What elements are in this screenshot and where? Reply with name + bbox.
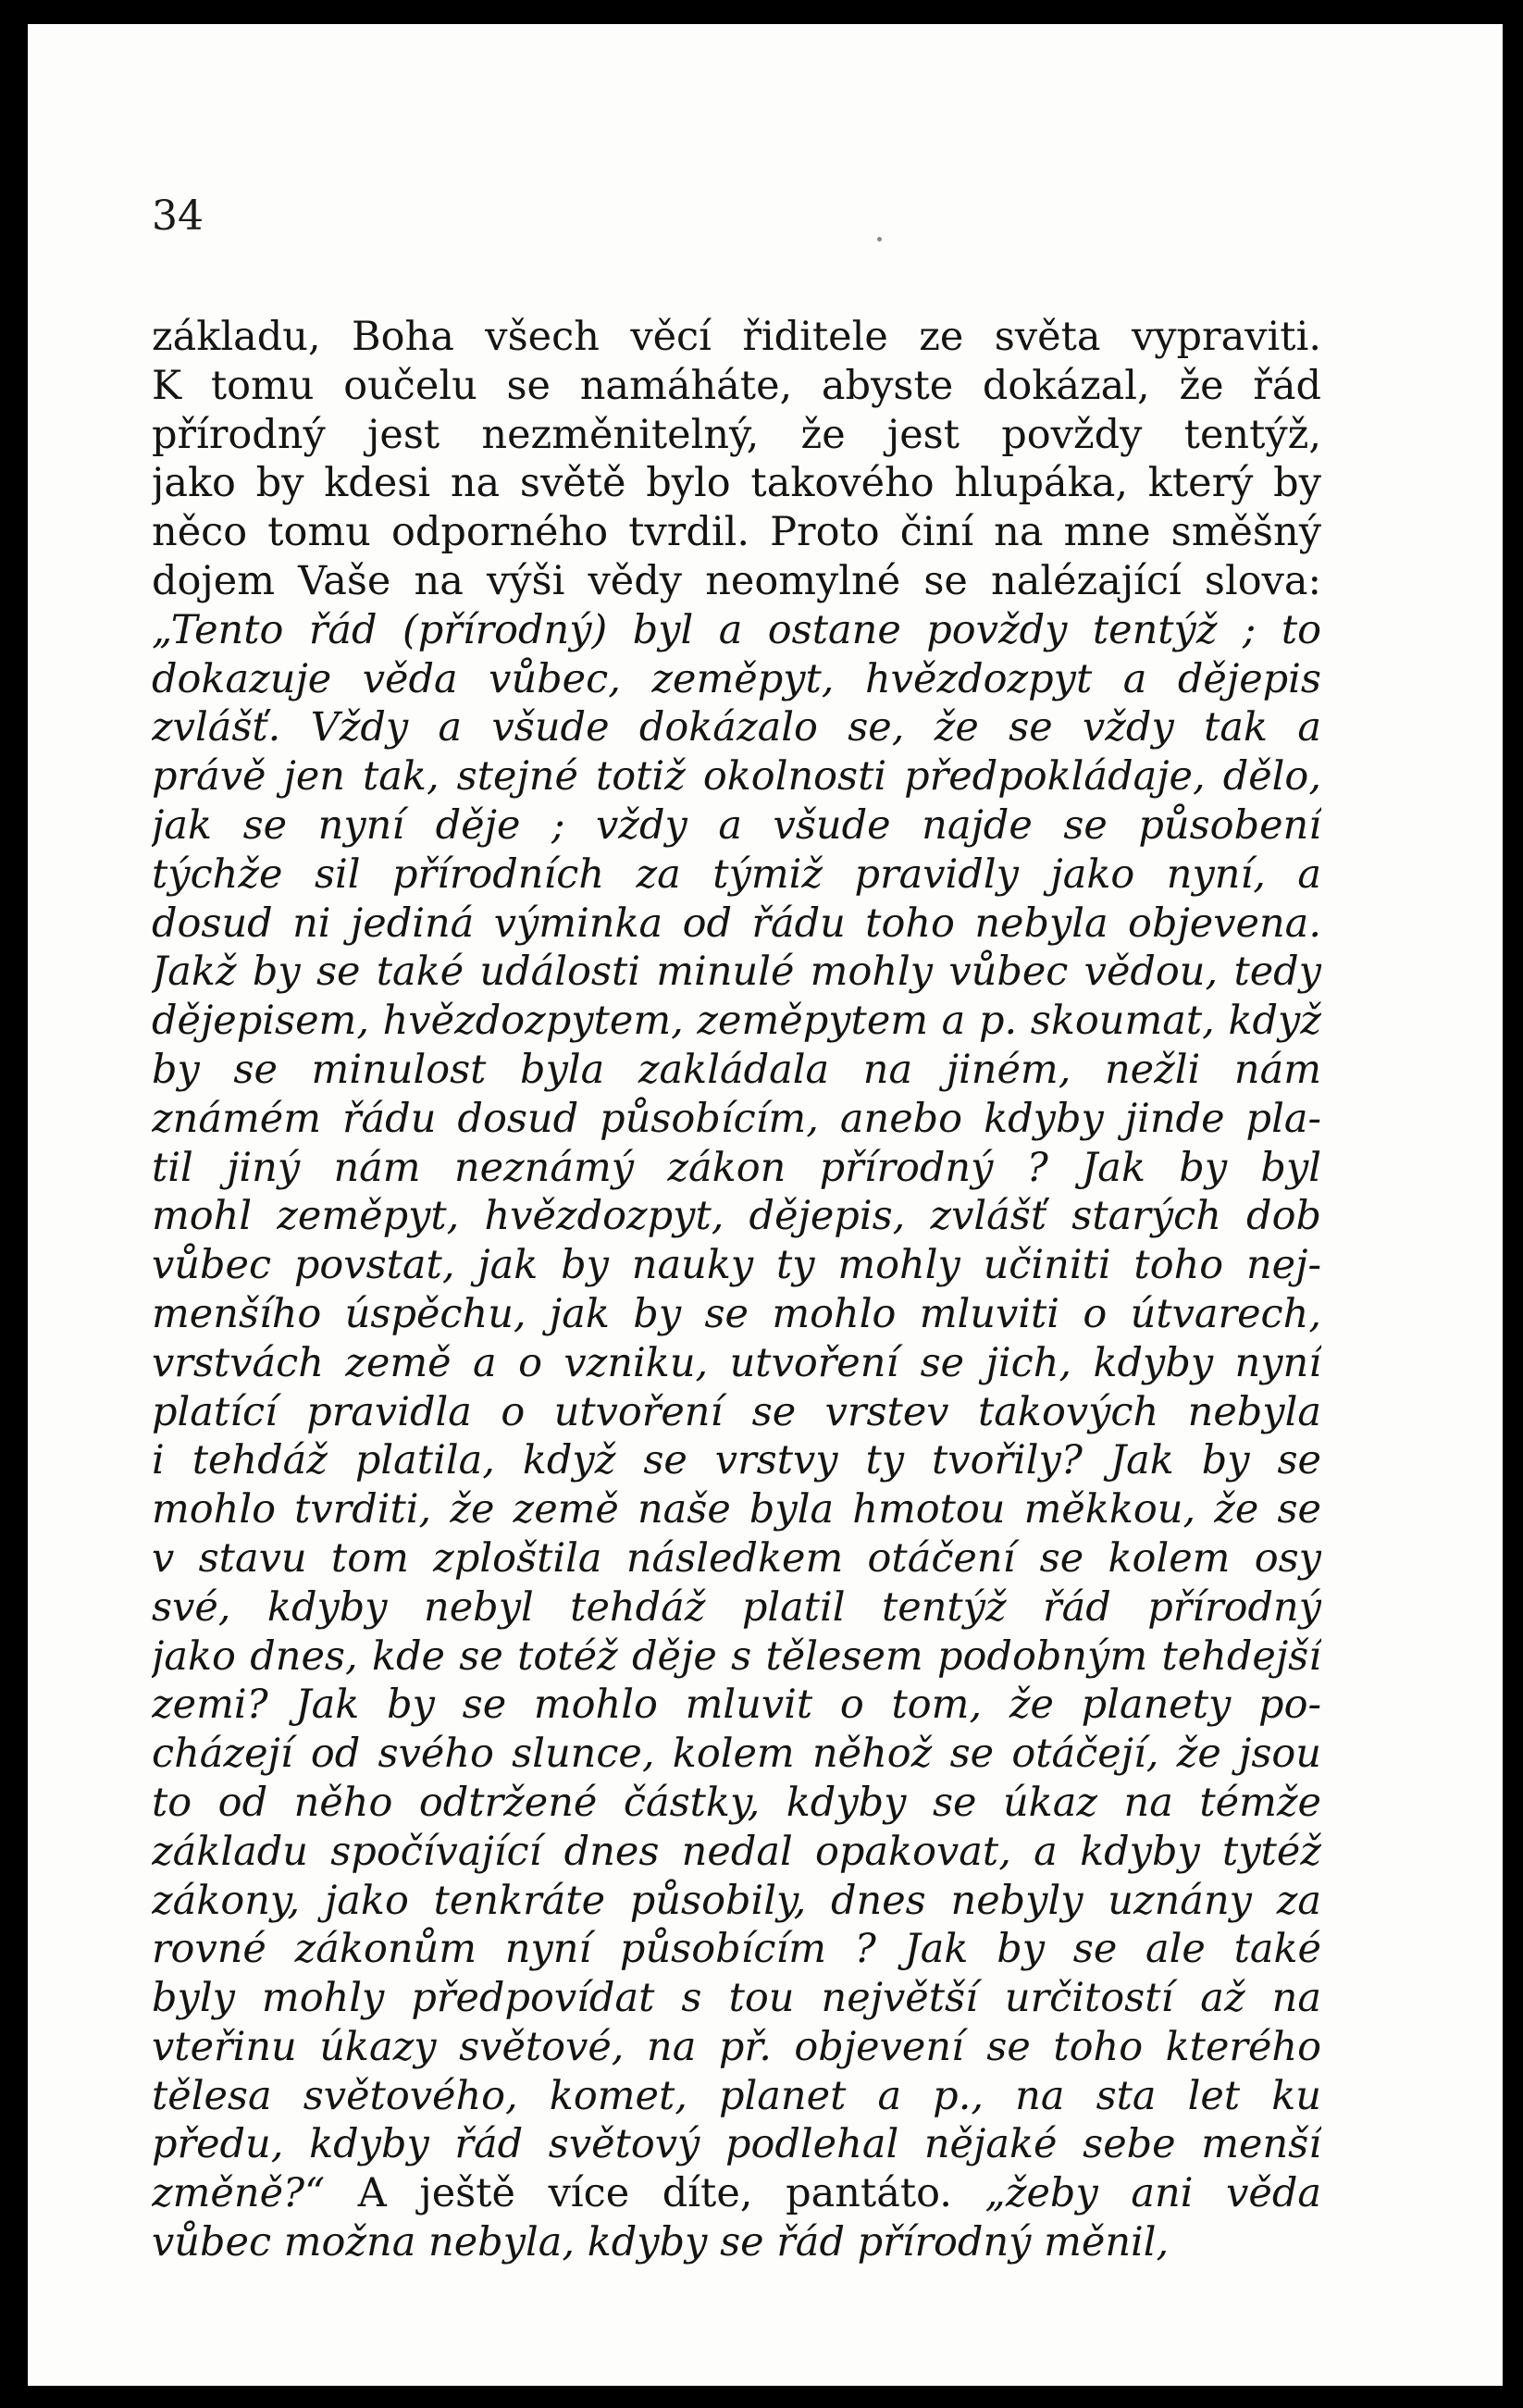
text-line: vůbec možna nebyla, kdyby se řád přírodný měnil, bbox=[152, 2219, 1170, 2266]
text-line: něco tomu odporného tvrdil. Proto činí na mne směšný bbox=[152, 509, 1321, 556]
text-line: zvlášť. Vždy a všude dokázalo se, že se vždy tak a bbox=[152, 704, 1321, 751]
text-line: právě jen tak, stejné totiž okolnosti předpokládaje, dělo, bbox=[152, 753, 1321, 801]
text-line: cházejí od svého slunce, kolem něhož se otáčejí, že jsou bbox=[152, 1731, 1321, 1778]
text-line: týchže sil přírodních za týmiž pravidly jako nyní, a bbox=[152, 850, 1321, 898]
text-line bbox=[152, 2169, 1321, 2218]
text-line: menšího úspěchu, jak by se mohlo mluviti o útvarech, bbox=[152, 1290, 1321, 1337]
text-line: zákony, jako tenkráte působily, dnes nebyly uznány za bbox=[152, 1877, 1321, 1924]
text-line: „Tento řád (přírodný) byl a ostane povždy tentýž ; to bbox=[152, 606, 1321, 653]
text-line: rovné zákonům nyní působícím ? Jak by se ale také bbox=[152, 1926, 1321, 1973]
text-line: Jakž by se také události minulé mohly vůbec vědou, tedy bbox=[152, 949, 1321, 996]
text-line: dějepisem, hvězdozpytem, zeměpytem a p. skoumat, když bbox=[152, 998, 1321, 1045]
text-line: jako dnes, kde se totéž děje s tělesem podobným tehdejší bbox=[152, 1632, 1321, 1680]
text-line: své, kdyby nebyl tehdáž platil tentýž řád přírodný bbox=[152, 1583, 1321, 1631]
text-line: dokazuje věda vůbec, zeměpyt, hvězdozpyt a dějepis bbox=[152, 655, 1321, 702]
text-line: vrstvách země a o vzniku, utvoření se jich, kdyby nyní bbox=[152, 1339, 1321, 1386]
text-line: byly mohly předpovídat s tou největší určitostí až na bbox=[152, 1975, 1321, 2022]
text-line: mohlo tvrditi, že země naše byla hmotou měkkou, že se bbox=[152, 1486, 1321, 1533]
text-line: til jiný nám neznámý zákon přírodný ? Jak by byl bbox=[152, 1144, 1321, 1191]
text-line: K tomu oučelu se namáháte, abyste dokázal, že řád bbox=[152, 362, 1321, 409]
text-line: jak se nyní děje ; vždy a všude najde se působení bbox=[152, 801, 1321, 849]
text-line: přírodný jest nezměnitelný, že jest povždy tentýž, bbox=[152, 411, 1321, 458]
text-line: v stavu tom zploštila následkem otáčení se kolem osy bbox=[152, 1534, 1321, 1582]
text-line: i tehdáž platila, když se vrstvy ty tvořily? Jak by se bbox=[152, 1437, 1321, 1484]
text-line: mohl zeměpyt, hvězdozpyt, dějepis, zvlášť starých dob bbox=[152, 1193, 1321, 1240]
text-line: to od něho odtržené částky, kdyby se úkaz na témže bbox=[152, 1779, 1321, 1826]
text-line: vteřinu úkazy světové, na př. objevení se toho kterého bbox=[152, 2023, 1321, 2070]
text-line: známém řádu dosud působícím, anebo kdyby jinde pla- bbox=[152, 1095, 1321, 1142]
text-line: by se minulost byla zakládala na jiném, nežli nám bbox=[152, 1046, 1321, 1093]
text-line: vůbec povstat, jak by nauky ty mohly učiniti toho nej- bbox=[152, 1242, 1321, 1289]
text-line: základu, Boha všech věcí řiditele ze světa vypraviti. bbox=[152, 314, 1321, 360]
page-number: 34 bbox=[152, 192, 204, 240]
text-line: předu, kdyby řád světový podlehal nějaké sebe menší bbox=[152, 2121, 1321, 2168]
scan-speck bbox=[877, 237, 882, 242]
text-segment: „žeby ani věda bbox=[984, 2170, 1321, 2217]
text-line: zemi? Jak by se mohlo mluvit o tom, že planety po- bbox=[152, 1682, 1321, 1729]
text-line: dojem Vaše na výši vědy neomylné se nalézající slova: bbox=[152, 557, 1321, 604]
body-text bbox=[152, 313, 1321, 2267]
text-segment: A ještě více díte, pantáto. bbox=[325, 2170, 985, 2217]
text-line: dosud ni jediná výminka od řádu toho nebyla objevena. bbox=[152, 900, 1321, 947]
text-segment: změně?“ bbox=[152, 2170, 326, 2217]
text-line: tělesa světového, komet, planet a p., na sta let ku bbox=[152, 2072, 1321, 2119]
text-line: platící pravidla o utvoření se vrstev takových nebyla bbox=[152, 1388, 1321, 1435]
text-line: jako by kdesi na světě bylo takového hlupáka, který by bbox=[152, 460, 1321, 507]
text-line: základu spočívající dnes nedal opakovat, a kdyby tytéž bbox=[152, 1828, 1321, 1875]
